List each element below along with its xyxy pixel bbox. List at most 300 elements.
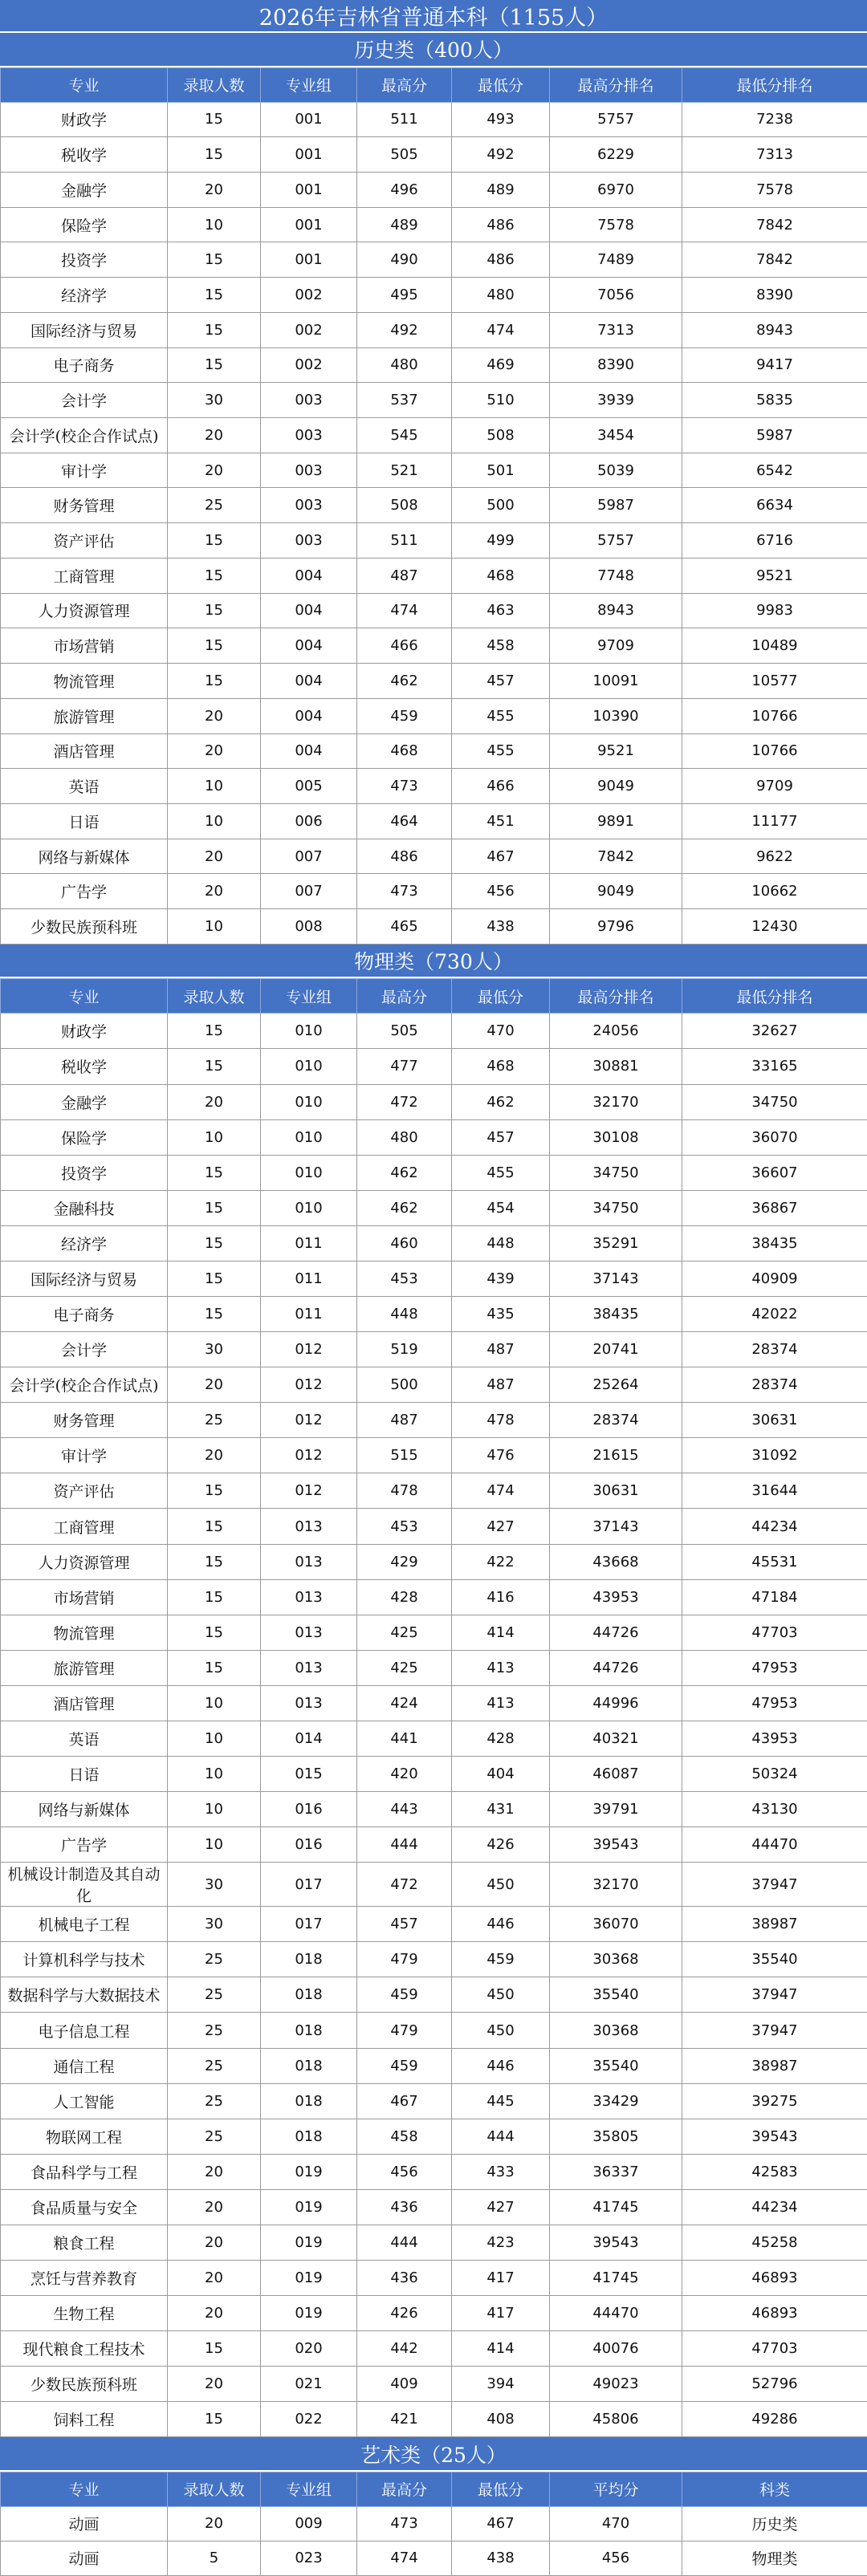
- cell-min-score: 469: [452, 347, 550, 383]
- cell-max-score: 462: [357, 1155, 452, 1190]
- cell-max-score: 409: [357, 2367, 452, 2402]
- cell-major: 英语: [1, 1721, 168, 1756]
- cell-admitted-count: 10: [168, 769, 261, 804]
- cell-major-group: 015: [261, 1757, 357, 1792]
- cell-admitted-count: 10: [168, 803, 261, 839]
- cell-major-group: 023: [261, 2541, 357, 2575]
- cell-col6: 40321: [550, 1721, 682, 1756]
- cell-col6: 9049: [550, 874, 682, 909]
- cell-col6: 39543: [550, 1827, 682, 1863]
- cell-major-group: 016: [261, 1792, 357, 1827]
- cell-major-group: 019: [261, 2261, 357, 2296]
- cell-major: 通信工程: [1, 2048, 168, 2083]
- cell-max-score: 515: [357, 1438, 452, 1473]
- cell-col7: 39543: [682, 2119, 867, 2154]
- cell-major: 市场营销: [1, 1579, 168, 1615]
- cell-major: 现代粮食工程技术: [1, 2331, 168, 2367]
- cell-major-group: 010: [261, 1190, 357, 1225]
- cell-admitted-count: 5: [168, 2541, 261, 2575]
- column-header-group: 专业组: [261, 2472, 357, 2506]
- cell-major: 工商管理: [1, 558, 168, 593]
- cell-admitted-count: 15: [168, 137, 261, 173]
- cell-major: 人工智能: [1, 2083, 168, 2119]
- cell-max-score: 459: [357, 2048, 452, 2083]
- cell-col6: 39791: [550, 1792, 682, 1827]
- cell-col7: 物理类: [682, 2541, 867, 2575]
- table-row: [1, 1119, 867, 1155]
- cell-min-score: 394: [452, 2367, 550, 2402]
- cell-col6: 37143: [550, 1261, 682, 1296]
- cell-max-score: 511: [357, 523, 452, 559]
- cell-major-group: 002: [261, 312, 357, 347]
- section-title-physics: 物理类（730人）: [0, 945, 867, 979]
- cell-col7: 45531: [682, 1544, 867, 1579]
- cell-major-group: 019: [261, 2296, 357, 2331]
- cell-major: 电子信息工程: [1, 2013, 168, 2048]
- cell-major: 人力资源管理: [1, 1544, 168, 1579]
- cell-max-score: 490: [357, 242, 452, 278]
- cell-max-score: 477: [357, 1049, 452, 1084]
- table-row: [1, 418, 867, 453]
- cell-admitted-count: 15: [168, 628, 261, 664]
- cell-col6: 44996: [550, 1685, 682, 1721]
- document-title: 2026年吉林省普通本科（1155人）: [0, 0, 867, 33]
- cell-admitted-count: 25: [168, 1942, 261, 1977]
- cell-major: 会计学: [1, 1332, 168, 1367]
- cell-major-group: 010: [261, 1155, 357, 1190]
- cell-col7: 52796: [682, 2367, 867, 2402]
- cell-major: 日语: [1, 803, 168, 839]
- cell-col6: 5987: [550, 488, 682, 523]
- cell-col6: 49023: [550, 2367, 682, 2402]
- cell-max-score: 473: [357, 874, 452, 909]
- cell-admitted-count: 15: [168, 1261, 261, 1296]
- cell-min-score: 426: [452, 1827, 550, 1863]
- cell-max-score: 444: [357, 2225, 452, 2260]
- cell-min-score: 474: [452, 1473, 550, 1509]
- cell-major-group: 013: [261, 1544, 357, 1579]
- cell-col6: 9049: [550, 769, 682, 804]
- cell-admitted-count: 20: [168, 2296, 261, 2331]
- cell-col7: 5987: [682, 418, 867, 453]
- cell-min-score: 455: [452, 698, 550, 733]
- cell-max-score: 474: [357, 2541, 452, 2575]
- cell-col7: 9521: [682, 558, 867, 593]
- cell-major: 机械设计制造及其自动化: [1, 1863, 168, 1907]
- cell-col7: 12430: [682, 909, 867, 945]
- cell-major-group: 009: [261, 2506, 357, 2541]
- table-row: [1, 347, 867, 383]
- cell-min-score: 439: [452, 1261, 550, 1296]
- cell-col6: 36337: [550, 2154, 682, 2189]
- cell-col6: 456: [550, 2541, 682, 2575]
- cell-min-score: 489: [452, 173, 550, 208]
- table-row: [1, 2261, 867, 2296]
- column-header-major: 专业: [1, 67, 168, 102]
- cell-major-group: 012: [261, 1438, 357, 1473]
- cell-admitted-count: 15: [168, 312, 261, 347]
- cell-max-score: 425: [357, 1650, 452, 1685]
- cell-col7: 47953: [682, 1685, 867, 1721]
- cell-max-score: 472: [357, 1084, 452, 1119]
- table-row: [1, 1977, 867, 2013]
- cell-col6: 32170: [550, 1084, 682, 1119]
- cell-max-score: 458: [357, 2119, 452, 2154]
- cell-max-score: 474: [357, 593, 452, 628]
- cell-major-group: 018: [261, 1942, 357, 1977]
- cell-major: 会计学(校企合作试点): [1, 1367, 168, 1403]
- cell-min-score: 480: [452, 278, 550, 313]
- cell-col6: 7578: [550, 207, 682, 242]
- cell-major-group: 012: [261, 1367, 357, 1403]
- table-row: [1, 2119, 867, 2154]
- cell-major-group: 010: [261, 1084, 357, 1119]
- cell-min-score: 468: [452, 558, 550, 593]
- table-header-row: [1, 2472, 867, 2506]
- cell-major: 食品科学与工程: [1, 2154, 168, 2189]
- cell-major: 资产评估: [1, 523, 168, 559]
- cell-col6: 6229: [550, 137, 682, 173]
- cell-admitted-count: 20: [168, 839, 261, 874]
- cell-max-score: 459: [357, 698, 452, 733]
- cell-col7: 44234: [682, 1509, 867, 1544]
- cell-admitted-count: 15: [168, 1297, 261, 1332]
- cell-max-score: 426: [357, 2296, 452, 2331]
- cell-min-score: 423: [452, 2225, 550, 2260]
- cell-col7: 38987: [682, 1907, 867, 1942]
- cell-major-group: 013: [261, 1579, 357, 1615]
- cell-admitted-count: 30: [168, 1863, 261, 1907]
- table-row: [1, 1367, 867, 1403]
- cell-col6: 7489: [550, 242, 682, 278]
- table-row: [1, 2296, 867, 2331]
- column-header-group: 专业组: [261, 67, 357, 102]
- cell-min-score: 446: [452, 1907, 550, 1942]
- cell-major-group: 010: [261, 1014, 357, 1049]
- table-row: [1, 1332, 867, 1367]
- cell-major-group: 018: [261, 2083, 357, 2119]
- cell-max-score: 478: [357, 1473, 452, 1509]
- cell-col6: 6970: [550, 173, 682, 208]
- cell-max-score: 442: [357, 2331, 452, 2367]
- cell-col7: 7238: [682, 102, 867, 137]
- cell-min-score: 459: [452, 1942, 550, 1977]
- cell-admitted-count: 20: [168, 2189, 261, 2225]
- table-row: [1, 1049, 867, 1084]
- table-row: [1, 2013, 867, 2048]
- cell-max-score: 505: [357, 137, 452, 173]
- cell-major: 财政学: [1, 1014, 168, 1049]
- cell-min-score: 435: [452, 1297, 550, 1332]
- cell-col7: 47703: [682, 1615, 867, 1650]
- cell-admitted-count: 20: [168, 1438, 261, 1473]
- cell-min-score: 413: [452, 1685, 550, 1721]
- cell-major: 物流管理: [1, 1615, 168, 1650]
- cell-admitted-count: 20: [168, 2506, 261, 2541]
- cell-min-score: 493: [452, 102, 550, 137]
- cell-major: 动画: [1, 2506, 168, 2541]
- cell-admitted-count: 10: [168, 207, 261, 242]
- cell-major-group: 003: [261, 488, 357, 523]
- cell-col6: 40076: [550, 2331, 682, 2367]
- cell-col7: 10766: [682, 698, 867, 733]
- cell-major-group: 019: [261, 2189, 357, 2225]
- cell-col7: 42022: [682, 1297, 867, 1332]
- cell-col7: 9983: [682, 593, 867, 628]
- table-row: [1, 1721, 867, 1756]
- cell-col7: 44234: [682, 2189, 867, 2225]
- cell-admitted-count: 15: [168, 2331, 261, 2367]
- cell-min-score: 500: [452, 488, 550, 523]
- cell-max-score: 460: [357, 1225, 452, 1261]
- cell-col6: 32170: [550, 1863, 682, 1907]
- cell-admitted-count: 10: [168, 909, 261, 945]
- cell-major: 会计学(校企合作试点): [1, 418, 168, 453]
- cell-col6: 7748: [550, 558, 682, 593]
- cell-min-score: 448: [452, 1225, 550, 1261]
- cell-major-group: 016: [261, 1827, 357, 1863]
- cell-major: 税收学: [1, 1049, 168, 1084]
- table-row: [1, 1827, 867, 1863]
- cell-admitted-count: 20: [168, 173, 261, 208]
- cell-major: 动画: [1, 2541, 168, 2575]
- cell-min-score: 404: [452, 1757, 550, 1792]
- cell-col7: 39275: [682, 2083, 867, 2119]
- cell-major-group: 003: [261, 418, 357, 453]
- column-header-max-score: 最高分: [357, 67, 452, 102]
- cell-max-score: 453: [357, 1261, 452, 1296]
- cell-max-score: 421: [357, 2402, 452, 2437]
- cell-major: 金融科技: [1, 1190, 168, 1225]
- cell-admitted-count: 15: [168, 1509, 261, 1544]
- cell-max-score: 466: [357, 628, 452, 664]
- cell-major-group: 017: [261, 1907, 357, 1942]
- cell-major: 食品质量与安全: [1, 2189, 168, 2225]
- cell-col7: 43130: [682, 1792, 867, 1827]
- cell-min-score: 431: [452, 1792, 550, 1827]
- table-row: [1, 2402, 867, 2437]
- cell-col7: 47184: [682, 1579, 867, 1615]
- table-row: [1, 2331, 867, 2367]
- cell-major: 广告学: [1, 874, 168, 909]
- cell-admitted-count: 15: [168, 593, 261, 628]
- cell-min-score: 454: [452, 1190, 550, 1225]
- cell-min-score: 408: [452, 2402, 550, 2437]
- cell-min-score: 470: [452, 1014, 550, 1049]
- column-header-max-score: 最高分: [357, 979, 452, 1014]
- column-header-max-rank: 最高分排名: [550, 979, 682, 1014]
- cell-col6: 3454: [550, 418, 682, 453]
- cell-max-score: 473: [357, 2506, 452, 2541]
- cell-col7: 8943: [682, 312, 867, 347]
- cell-admitted-count: 25: [168, 2048, 261, 2083]
- cell-major-group: 002: [261, 347, 357, 383]
- cell-major-group: 001: [261, 207, 357, 242]
- cell-col6: 24056: [550, 1014, 682, 1049]
- cell-major: 保险学: [1, 207, 168, 242]
- cell-major-group: 014: [261, 1721, 357, 1756]
- cell-col6: 30881: [550, 1049, 682, 1084]
- cell-major: 酒店管理: [1, 1685, 168, 1721]
- cell-admitted-count: 15: [168, 1155, 261, 1190]
- cell-max-score: 459: [357, 1977, 452, 2013]
- cell-min-score: 499: [452, 523, 550, 559]
- cell-admitted-count: 15: [168, 1615, 261, 1650]
- cell-major-group: 004: [261, 593, 357, 628]
- cell-major-group: 001: [261, 137, 357, 173]
- cell-col7: 47953: [682, 1650, 867, 1685]
- cell-min-score: 414: [452, 1615, 550, 1650]
- cell-major: 网络与新媒体: [1, 1792, 168, 1827]
- cell-admitted-count: 15: [168, 1049, 261, 1084]
- cell-min-score: 492: [452, 137, 550, 173]
- table-row: [1, 909, 867, 945]
- cell-min-score: 478: [452, 1403, 550, 1438]
- column-header-min-rank: 最低分排名: [682, 67, 867, 102]
- cell-max-score: 489: [357, 207, 452, 242]
- cell-col6: 30368: [550, 2013, 682, 2048]
- cell-major: 审计学: [1, 1438, 168, 1473]
- table-row: [1, 839, 867, 874]
- cell-min-score: 457: [452, 664, 550, 699]
- cell-major: 机械电子工程: [1, 1907, 168, 1942]
- cell-major-group: 018: [261, 1977, 357, 2013]
- cell-min-score: 417: [452, 2261, 550, 2296]
- cell-major-group: 010: [261, 1049, 357, 1084]
- cell-major: 烹饪与营养教育: [1, 2261, 168, 2296]
- cell-min-score: 458: [452, 628, 550, 664]
- column-header-min-rank: 最低分排名: [682, 979, 867, 1014]
- cell-admitted-count: 10: [168, 1685, 261, 1721]
- cell-min-score: 467: [452, 839, 550, 874]
- cell-major: 经济学: [1, 278, 168, 313]
- cell-min-score: 468: [452, 1049, 550, 1084]
- cell-max-score: 500: [357, 1367, 452, 1403]
- cell-min-score: 414: [452, 2331, 550, 2367]
- cell-col7: 9417: [682, 347, 867, 383]
- table-row: [1, 698, 867, 733]
- cell-col6: 5757: [550, 523, 682, 559]
- table-row: [1, 2225, 867, 2260]
- cell-col6: 45806: [550, 2402, 682, 2437]
- cell-major-group: 003: [261, 523, 357, 559]
- cell-major-group: 012: [261, 1473, 357, 1509]
- table-row: [1, 2083, 867, 2119]
- table-row: [1, 1509, 867, 1544]
- column-header-admitted: 录取人数: [168, 67, 261, 102]
- cell-col6: 20741: [550, 1332, 682, 1367]
- cell-col6: 36070: [550, 1907, 682, 1942]
- cell-col6: 30368: [550, 1942, 682, 1977]
- cell-col7: 46893: [682, 2296, 867, 2331]
- cell-major-group: 003: [261, 453, 357, 488]
- cell-major-group: 018: [261, 2119, 357, 2154]
- cell-max-score: 480: [357, 1119, 452, 1155]
- cell-major: 数据科学与大数据技术: [1, 1977, 168, 2013]
- cell-min-score: 413: [452, 1650, 550, 1685]
- cell-col7: 31644: [682, 1473, 867, 1509]
- table-row: [1, 558, 867, 593]
- cell-admitted-count: 25: [168, 2083, 261, 2119]
- cell-major-group: 019: [261, 2154, 357, 2189]
- cell-col7: 28374: [682, 1332, 867, 1367]
- cell-max-score: 425: [357, 1615, 452, 1650]
- cell-col6: 44470: [550, 2296, 682, 2331]
- cell-admitted-count: 15: [168, 1544, 261, 1579]
- cell-max-score: 424: [357, 1685, 452, 1721]
- cell-admitted-count: 15: [168, 2402, 261, 2437]
- cell-max-score: 456: [357, 2154, 452, 2189]
- cell-col7: 7842: [682, 242, 867, 278]
- cell-col7: 37947: [682, 2013, 867, 2048]
- cell-col7: 10489: [682, 628, 867, 664]
- cell-col7: 9622: [682, 839, 867, 874]
- cell-col6: 9796: [550, 909, 682, 945]
- cell-major-group: 004: [261, 698, 357, 733]
- table-header-row: [1, 67, 867, 102]
- cell-max-score: 441: [357, 1721, 452, 1756]
- cell-col6: 33429: [550, 2083, 682, 2119]
- cell-max-score: 429: [357, 1544, 452, 1579]
- cell-min-score: 476: [452, 1438, 550, 1473]
- cell-min-score: 457: [452, 1119, 550, 1155]
- column-header-major: 专业: [1, 979, 168, 1014]
- cell-major: 市场营销: [1, 628, 168, 664]
- cell-max-score: 436: [357, 2189, 452, 2225]
- cell-major-group: 003: [261, 383, 357, 418]
- cell-col7: 44470: [682, 1827, 867, 1863]
- cell-major: 金融学: [1, 1084, 168, 1119]
- cell-min-score: 444: [452, 2119, 550, 2154]
- cell-col6: 37143: [550, 1509, 682, 1544]
- cell-min-score: 462: [452, 1084, 550, 1119]
- cell-max-score: 519: [357, 1332, 452, 1367]
- cell-min-score: 487: [452, 1332, 550, 1367]
- cell-col6: 7842: [550, 839, 682, 874]
- cell-col6: 46087: [550, 1757, 682, 1792]
- cell-col6: 44726: [550, 1615, 682, 1650]
- column-header-max-score: 最高分: [357, 2472, 452, 2506]
- cell-admitted-count: 20: [168, 2225, 261, 2260]
- cell-min-score: 466: [452, 769, 550, 804]
- cell-major: 电子商务: [1, 347, 168, 383]
- cell-col6: 25264: [550, 1367, 682, 1403]
- table-row: [1, 1473, 867, 1509]
- table-row: [1, 769, 867, 804]
- cell-col7: 8390: [682, 278, 867, 313]
- cell-max-score: 537: [357, 383, 452, 418]
- table-row: [1, 1155, 867, 1190]
- cell-major: 少数民族预科班: [1, 909, 168, 945]
- cell-major: 酒店管理: [1, 733, 168, 769]
- table-row: [1, 2189, 867, 2225]
- cell-admitted-count: 15: [168, 523, 261, 559]
- section-title-art: 艺术类（25人）: [0, 2437, 867, 2472]
- cell-max-score: 467: [357, 2083, 452, 2119]
- cell-max-score: 473: [357, 769, 452, 804]
- cell-col6: 3939: [550, 383, 682, 418]
- cell-col6: 44726: [550, 1650, 682, 1685]
- cell-major: 保险学: [1, 1119, 168, 1155]
- cell-min-score: 417: [452, 2296, 550, 2331]
- cell-col6: 8390: [550, 347, 682, 383]
- cell-major: 英语: [1, 769, 168, 804]
- table-row: [1, 1225, 867, 1261]
- cell-min-score: 463: [452, 593, 550, 628]
- cell-major-group: 017: [261, 1863, 357, 1907]
- cell-max-score: 487: [357, 1403, 452, 1438]
- cell-admitted-count: 25: [168, 488, 261, 523]
